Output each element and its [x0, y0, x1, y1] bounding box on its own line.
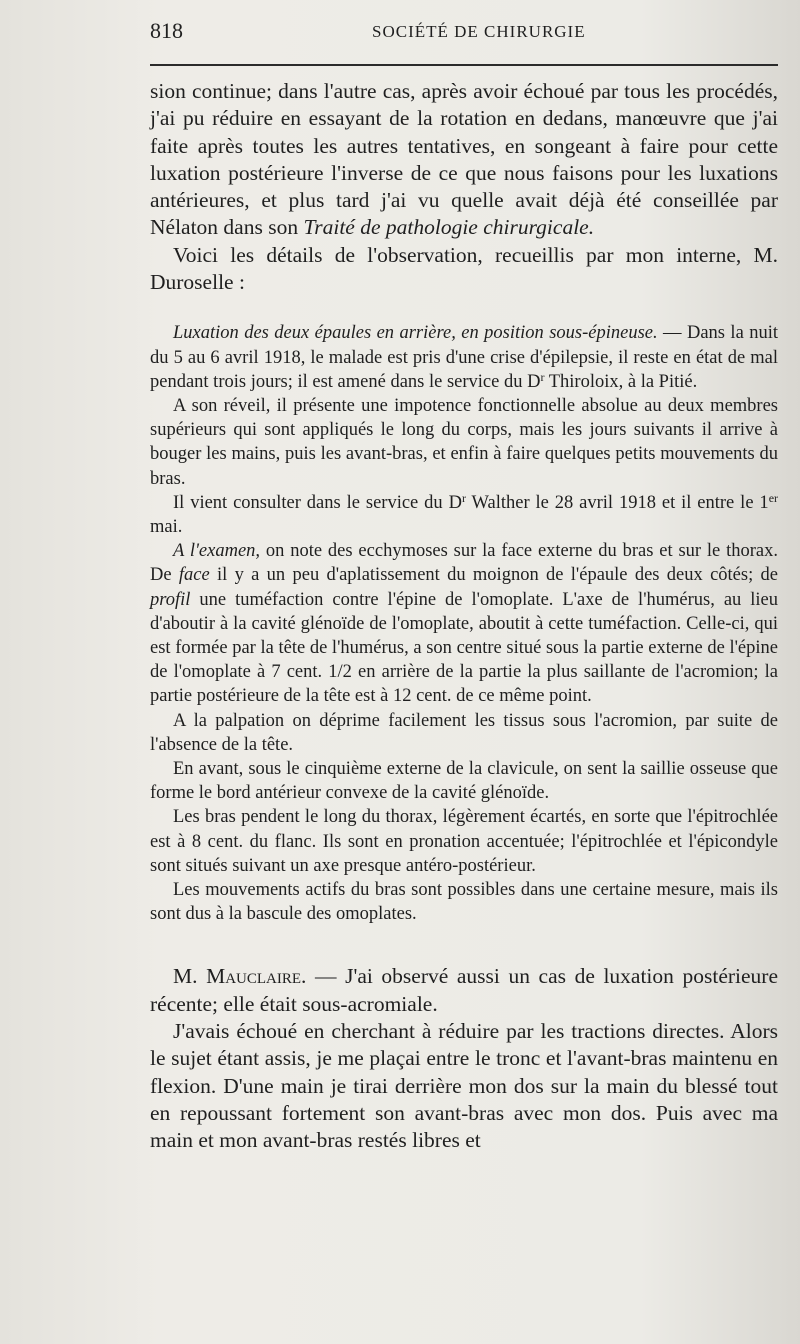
observation-title: Luxation des deux épaules en arrière, en position sous-épineuse. — [173, 323, 658, 344]
mauclaire-paragraph-1: M. Mauclaire. — J'ai observé aussi un cas de luxation postérieure récente; elle était sous-acromiale. — [150, 964, 779, 1016]
observation-paragraph-4: A l'examen, on note des ecchymoses sur la face externe du bras et sur le thorax. De face il y a un peu d'aplatissement du moignon de l'épaule des deux côtés; de profil une tuméfaction contre l'épine de l'omoplate. L'axe de l'humérus, au lieu d'aboutir à la cavité glénoïde de l'omoplate, aboutit à cette tuméfaction. Celle-ci, qui est formée par la tête de l'humérus, a son centre situé sous la partie externe de l'épine de l'omoplate à 7 cent. 1/2 en arrière de la partie la plus saillante de l'acromion; la partie postérieure de la tête est à 12 cent. de ce même point. — [150, 541, 778, 707]
running-title: SOCIÉTÉ DE CHIRURGIE — [372, 22, 586, 41]
mauclaire-paragraph-2: J'avais échoué en cherchant à réduire par les tractions directes. Alors le sujet étant assis, je me plaçai entre le tronc et l'avant-bras maintenu en flexion. D'une main je tirai derrière mon dos sur la main du blessé tout en repoussant fortement son avant-bras avec mon dos. Puis avec ma main et mon avant-bras restés libres et — [150, 1019, 778, 1153]
observation-paragraph-3: Il vient consulter dans le service du $D^r$ Walther le 28 avril 1918 et il entre le 1er mai. — [150, 490, 779, 537]
intro-paragraph-2: Voici les détails de l'observation, recueillis par mon interne, M. Duroselle : — [150, 242, 778, 295]
book-title: Traité de pathologie chirurgicale. — [303, 215, 595, 240]
observation-paragraph-5: A la palpation on déprime facilement les tissus sous l'acromion, par suite de l'absence de la tête. — [150, 710, 778, 755]
spacer — [150, 296, 778, 321]
intro-text: sion continue; dans l'autre cas, après avoir échoué par tous les procédés, j'ai pu réduire en essayant de la rotation en dedans, manœuvre que j'ai faite après toutes les autres tentatives, en songeant à faire pour cette luxation postérieure l'inverse de ce que nous faisons pour les luxations antérieures, et plus tard j'ai vu quelle avait déjà été conseillée par Nélaton dans son — [150, 79, 778, 240]
observation-paragraph-8: Les mouvements actifs du bras sont possibles dans une certaine mesure, mais ils sont dus à la bascule des omoplates. — [150, 880, 778, 925]
spacer — [150, 926, 778, 963]
observation-paragraph-7: Les bras pendent le long du thorax, légèrement écartés, en sorte que l'épitrochlée est à 8 cent. du flanc. Ils sont en pronation accentuée; l'épitrochlée et l'épicondyle sont situés suivant un axe presque antéro-postérieur. — [150, 807, 778, 876]
page-number: 818 — [150, 18, 183, 43]
intro-paragraph-1 — [150, 78, 778, 242]
mauclaire-section — [150, 963, 778, 1154]
page-header — [150, 18, 778, 48]
page-body — [150, 78, 778, 1155]
intro-section — [150, 78, 778, 296]
observation-paragraph-1: Luxation des deux épaules en arrière, en position sous-épineuse. — Dans la nuit du 5 au 6 avril 1918, le malade est pris d'une crise d'épilepsie, il reste en état de mal pendant trois jours; il est amené dans le service du $D^r$ Thiroloix, à la Pitié. — [150, 323, 778, 392]
header-rule — [150, 64, 778, 66]
observation-paragraph-6: En avant, sous le cinquième externe de la clavicule, on sent la saillie osseuse que forme le bord antérieur convexe de la cavité glénoïde. — [150, 759, 778, 804]
observation-section — [150, 321, 778, 926]
observation-paragraph-2: A son réveil, il présente une impotence fonctionnelle absolue au deux membres supérieurs qui sont appliqués le long du corps, mais les jours suivants il arrive à bouger les mains, puis les avant-bras, et enfin à faire quelques petits mouvements du bras. — [150, 395, 778, 489]
speaker-name: M. Mauclaire. — [173, 964, 307, 989]
